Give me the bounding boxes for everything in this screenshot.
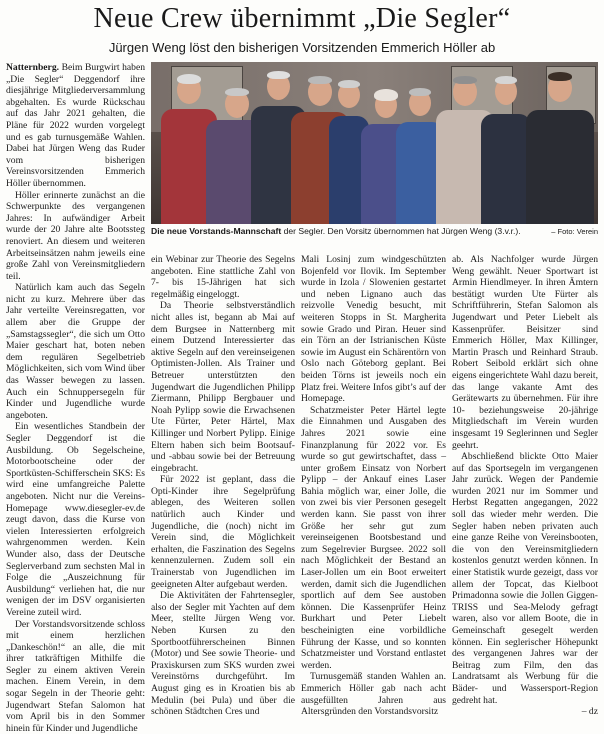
- paragraph: Ein wesentliches Standbein der Segler Deggendorf ist die Ausbildung. Ob Segelscheine, Motorbootscheine oder der Sportküsten-Schifferschein SKS: Es wird eine umfangreiche Palette angeboten. Nicht nur die Vereins-Homepage www.diesegler-ev.de zeugt davon, dass die Kurse von vielen Interessierten erfolgreich wahrgenommen werden. Kein Wunder also, dass der Deutsche Seglerverband zum sechsten Mal in Folge die „Auszeichnung für Ausbildung“ verliehen hat, die nur wenigen der im DSV organisierten Vereine zuteil wird.: [6, 421, 145, 618]
- paragraph: Turnusgemäß standen Wahlen an. Emmerich Höller gab nach acht ausgefüllten Jahren aus Altersgründen den Vorstandsvorsitz: [301, 671, 446, 717]
- author-sign: – dz: [452, 706, 598, 718]
- person-figure: [481, 74, 531, 224]
- person-figure: [526, 72, 594, 224]
- paragraph: Schatzmeister Peter Härtel legte die Einnahmen und Ausgaben des Jahres 2021 sowie eine Finanzplanung für 2022 vor. Es wurde so gut gewirtschaftet, dass – unter großem Einsatz von Norbert Pylipp – der Ankauf eines Laser Bahia möglich war, einer Jolle, die von zwei bis vier Personen gesegelt werden kann. Sie passt von ihrer Größe her sehr gut zum vereinseigenen Bootsbestand und zum Segelrevier Burgsee. 2022 soll nach Möglichkeit der Bestand an Laser-Jollen um ein Boot erweitert werden, damit sich die Jugendlichen sportlich auf dem See austoben können. Die Kassenprüfer Heinz Burkhart und Peter Liebelt bescheinigten eine vorbildliche Führung der Kasse, und so konnten Schatzmeister und Vorstand entlastet werden.: [301, 405, 446, 672]
- column-1: [6, 62, 145, 688]
- column-2: [151, 254, 295, 688]
- paragraph: Höller erinnerte zunächst an die Schwerpunkte des vergangenen Jahres: In aufwändiger Arbeit wurde der 20 Jahre alte Bootssteg renoviert. An diesem und weiteren Arbeitseinsätzen nahm jeweils eine große Zahl von Vereinsmitgliedern teil.: [6, 190, 145, 283]
- dateline: Natternberg.: [6, 62, 59, 73]
- paragraph: Für 2022 ist geplant, dass die Opti-Kinder ihre Segelprüfung ablegen, des Weiteren sollen natürlich auch Kinder und Jugendliche, die (noch) nicht im Verein sind, die Möglichkeit erhalten, die Faszination des Segelns kennenzulernen. Zudem soll ein Trainerstab von Jugendlichen im geeigneten Alter aufgebaut werden.: [151, 474, 295, 590]
- photo-caption: Die neue Vorstands-Mannschaft der Segler. Den Vorsitz übernommen hat Jürgen Weng (3.v.r.). – Foto: Verein: [151, 226, 598, 250]
- paragraph: Abschließend blickte Otto Maier auf das Sportsegeln im vergangenen Jahr zurück. Wegen der Pandemie wurden 2021 nur im Sommer und Herbst Regatten angegangen, 2022 soll das wieder mehr werden. Die Segler haben neben privaten auch eine ganze Reihe von Vereinsbooten, die von den Vereinsmitgliedern kostenlos genutzt werden können. In einer Statistik wurde gezeigt, dass vor allem der Topcat, das Kielboot Primadonna sowie die Jollen Giggen-TRISS und Sea-Melody gefragt waren, also vor allem Boote, die in Gemeinschaft gesegelt werden können. Ein seglerischer Höhepunkt des vergangenen Jahres war der Beitrag zum Film, den das Landratsamt als Werbung für die Bäder- und Wassersport-Region gedreht hat.: [452, 451, 598, 706]
- paragraph: Da Theorie selbstverständlich nicht alles ist, begann ab Mai auf dem Burgsee in Natternberg mit einem Dutzend Interessierter das aktive Segeln auf den vereinseigenen Optimisten-Jollen. Als Trainer und Betreuer unterstützten den Jugendwart die Jugendlichen Philipp Ziermann, Philipp Bergbauer und Noah Pylipp sowie die Erwachsenen Ute Fürter, Peter Härtel, Max Killinger und Norbert Pylipp. Einige Eltern haben sich beim Bootsauf- und -abbau sowie bei der Betreuung eingebracht.: [151, 300, 295, 474]
- paragraph: ab. Als Nachfolger wurde Jürgen Weng gewählt. Neuer Sportwart ist Armin Hiendlmeyer. In ihren Ämtern bestätigt wurden Ute Fürter als Schriftführerin, Stefan Salomon als Jugendwart und Peter Liebelt als Kassenprüfer. Beisitzer sind Emmerich Höller, Max Killinger, Martin Prasch und Reinhard Straub. Robert Seibold erklärt sich ohne eigens eingerichtete Wahl dazu bereit, das lange vakante Amt des Gerätewarts zu übernehmen. Für ihre 10- beziehungsweise 20-jährige Mitgliedschaft im Verein wurden insgesamt 19 Seglerinnen und Segler geehrt.: [452, 254, 598, 451]
- group-photo: [151, 62, 598, 224]
- photo-credit: – Foto: Verein: [551, 226, 598, 237]
- paragraph: Die Aktivitäten der Fahrtensegler, also der Segler mit Yachten auf dem Meer, stellte Jürgen Weng vor. Neben Kursen zu den Sportbootführerscheinen Binnen (Motor) und See sowie Theorie- und Praxiskursen zum SKS wurden zwei Vereinstörns durchgeführt. Im August ging es in Kroatien bis ab Medulin (bei Pula) und über die schönen Städtchen Cres und: [151, 590, 295, 718]
- column-3: [301, 254, 446, 688]
- column-4: [452, 254, 598, 688]
- paragraph: Mali Losinj zum windgeschützten Bojenfeld vor Ilovik. Im September wurde in Izola / Slowenien gestartet und neben Lignano auch das reizvolle Venedig besucht, mit weiteren Stopps in St. Margherita sowie Grado und Piran. Heuer sind ein Törn an der Istrianischen Küste sowie im August ein Schärentörn von Oslo nach Göteborg geplant. Bei beiden Törns ist jeweils noch ein Platz frei. Weitere Infos gibt’s auf der Homepage.: [301, 254, 446, 405]
- headline: Neue Crew übernimmt „Die Segler“: [0, 2, 604, 36]
- paragraph: ein Webinar zur Theorie des Segelns angeboten. Eine stattliche Zahl von 7- bis 15-Jährigen hat sich regelmäßig eingeloggt.: [151, 254, 295, 300]
- subheadline: Jürgen Weng löst den bisherigen Vorsitzenden Emmerich Höller ab: [0, 40, 604, 56]
- paragraph: Der Vorstandsvorsitzende schloss mit einem herzlichen „Dankeschön!“ an alle, die mit ihrer tatkräftigen Mithilfe die Segler zu einem aktiven Verein machen. Einem Verein, in dem sogar Segeln in der Theorie geht: Jugendwart Stefan Salomon hat vom April bis in den Sommer hinein für Kinder und Jugendliche: [6, 619, 145, 734]
- paragraph: Natternberg. Beim Burgwirt haben „Die Segler“ Deggendorf ihre diesjährige Mitgliederversammlung abgehalten. Es wurde Rückschau auf das Jahr 2021 gehalten, die Pläne für 2022 wurden vorgelegt und es gab turnusgemäße Wahlen. Dabei hat Jürgen Weng das Ruder vom bisherigen Vereinsvorsitzenden Emmerich Höller übernommen.: [6, 62, 145, 190]
- paragraph: Natürlich kam auch das Segeln nicht zu kurz. Mehrere über das Jahr verteilte Vereinsregatten, vor allem aber die Gruppe der „Samstagssegler“, die sich um Otto Maier geschart hat, boten neben dem regulären Segelbetrieb Möglichkeiten, sich vom Wind über das Wasser bewegen zu lassen. Auch ein Schnuppersegeln für Kinder und Jugendliche wurde angeboten.: [6, 282, 145, 421]
